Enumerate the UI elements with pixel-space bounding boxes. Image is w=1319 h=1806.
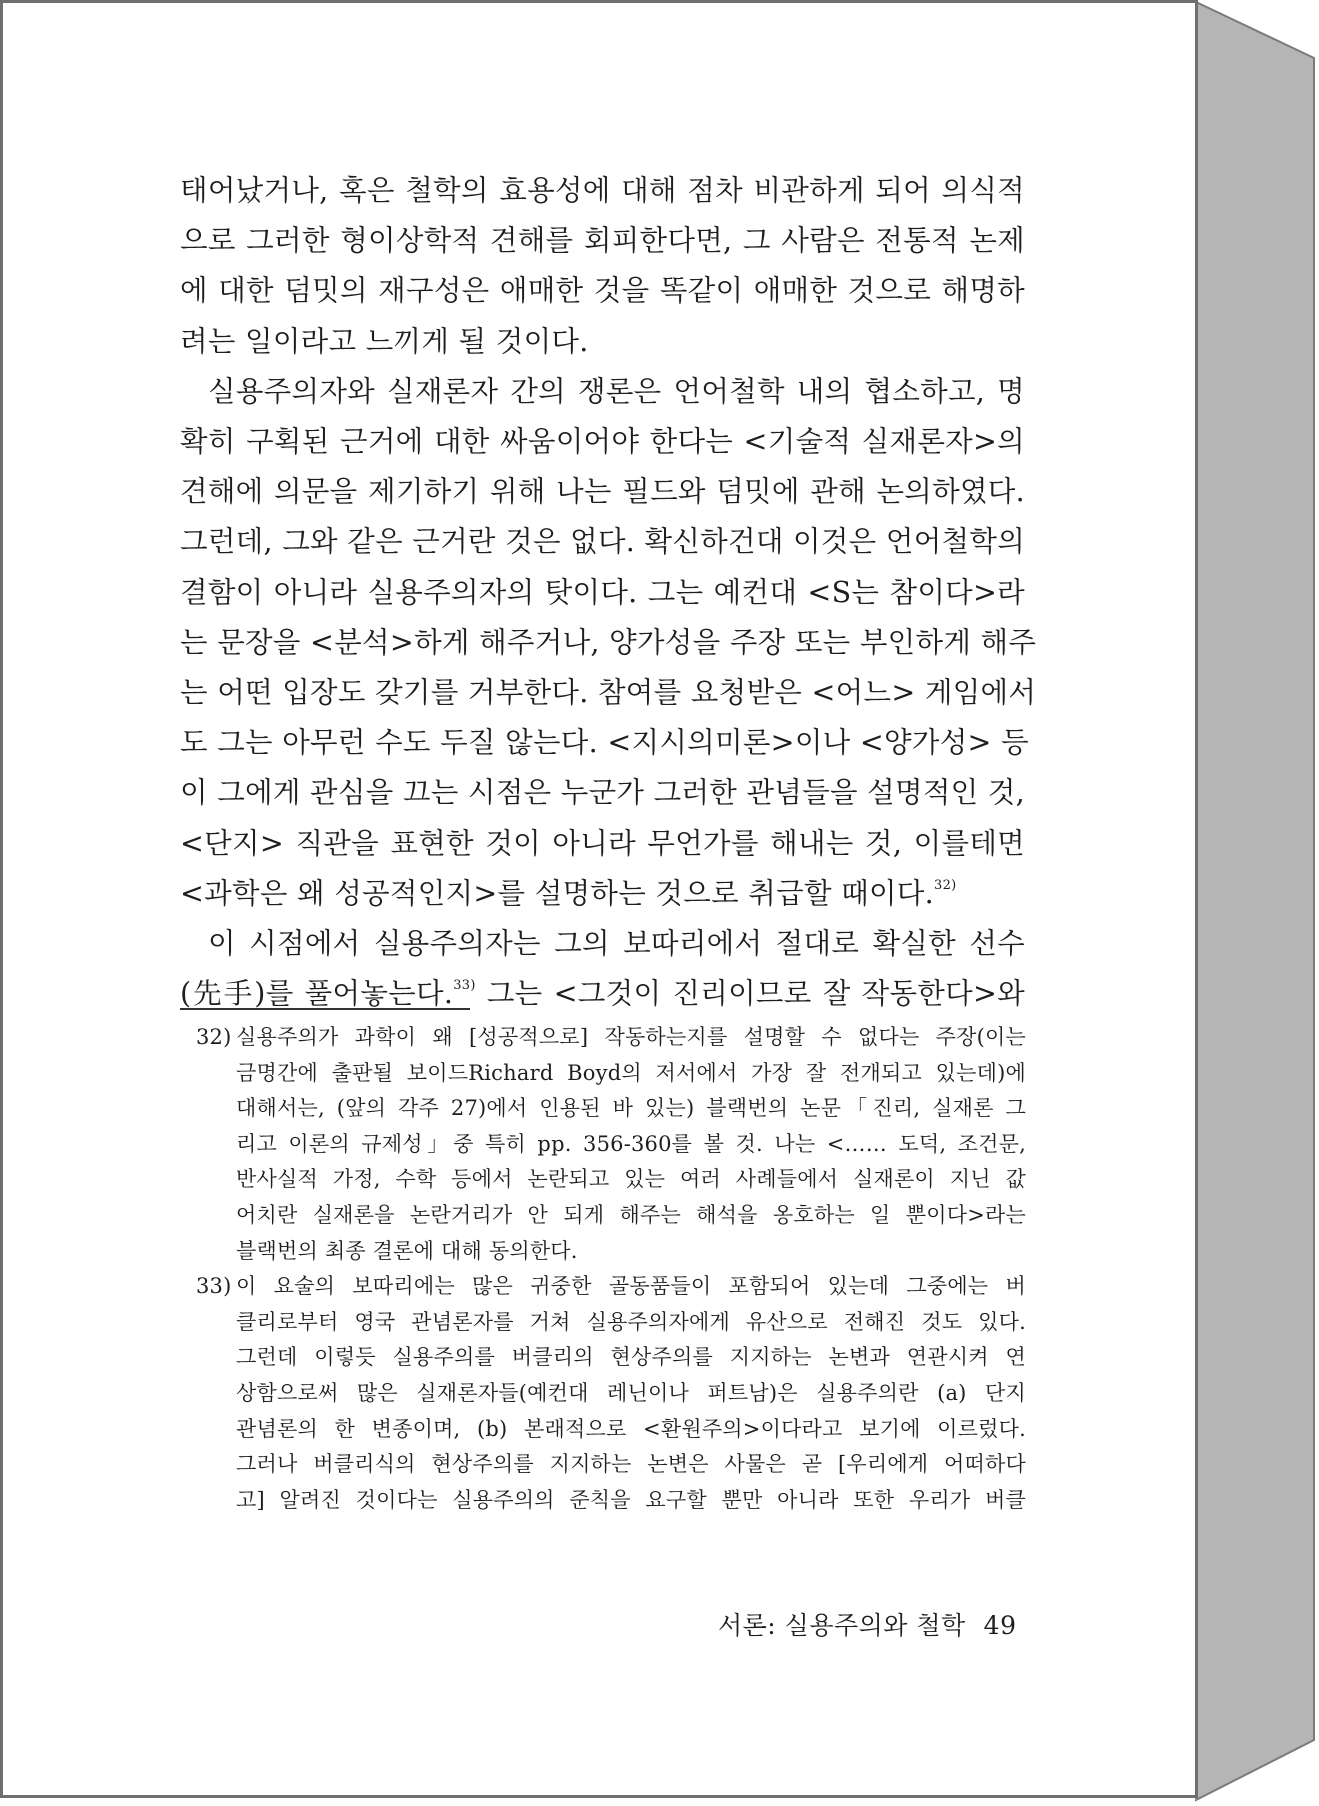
footnote-line: 상함으로써 많은 실재론자들(예컨대 레닌이나 퍼트남)은 실용주의란 (a) 단지 xyxy=(236,1380,1026,1405)
text-segment: <과학은 왜 성공적인지>를 설명하는 것으로 취급할 때이다. xyxy=(180,876,934,910)
text-line: <단지> 직관을 표현한 것이 아니라 무언가를 해내는 것, 이를테면 xyxy=(180,826,1025,860)
footnote-32 xyxy=(196,1020,1026,1269)
footnote-line: 그러나 버클리식의 현상주의를 지지하는 논변은 사물은 곧 [우리에게 어떠하다 xyxy=(236,1452,1026,1477)
footnotes xyxy=(196,1020,1026,1518)
footnote-number: 32) xyxy=(196,1025,232,1049)
running-footer xyxy=(718,1606,1016,1642)
text-line: 태어났거나, 혹은 철학의 효용성에 대해 점차 비관하게 되어 의식적 xyxy=(180,174,1025,207)
text-line: 도 그는 아무런 수도 두질 않는다. <지시의미론>이나 <양가성> 등 xyxy=(180,726,1029,760)
footnote-number: 33) xyxy=(196,1274,232,1299)
footnote-ref-32[interactable]: 32) xyxy=(934,877,957,893)
text-line: 에 대한 덤밋의 재구성은 애매한 것을 똑같이 애매한 것으로 해명하 xyxy=(180,274,1025,308)
text-line: 견해에 의문을 제기하기 위해 나는 필드와 덤밋에 관해 논의하였다. xyxy=(180,475,1025,509)
text-line xyxy=(180,969,1025,1019)
text-line: 려는 일이라고 느끼게 될 것이다. xyxy=(180,324,589,358)
footnote-line: 반사실적 가정, 수학 등에서 논란되고 있는 여러 사례들에서 실재론이 지닌 값 xyxy=(236,1167,1026,1192)
footnote-line: 리고 이론의 규제성」중 특히 pp. 356-360를 볼 것. 나는 <…… 도덕, 조건문, xyxy=(236,1131,1026,1156)
text-line: 결함이 아니라 실용주의자의 탓이다. 그는 예컨대 <S는 참이다>라 xyxy=(180,575,1025,609)
page-number: 49 xyxy=(983,1611,1017,1640)
text-line: 는 문장을 <분석>하게 해주거나, 양가성을 주장 또는 부인하게 해주 xyxy=(180,625,1037,659)
text-line xyxy=(180,869,1025,919)
footnote-line: 관념론의 한 변종이며, (b) 본래적으로 <환원주의>이다라고 보기에 이르렀다. xyxy=(236,1416,1026,1441)
text-line: 는 어떤 입장도 갖기를 거부한다. 참여를 요청받은 <어느> 게임에서 xyxy=(180,676,1037,710)
paragraph-2 xyxy=(180,367,1037,919)
text-line: 그런데, 그와 같은 근거란 것은 없다. 확신하건대 이것은 언어철학의 xyxy=(180,525,1026,559)
text-segment: 그는 <그것이 진리이므로 잘 작동한다>와 xyxy=(475,977,1025,1011)
footnote-line: 클리로부터 영국 관념론자를 거쳐 실용주의자에게 유산으로 전해진 것도 있다. xyxy=(236,1309,1026,1334)
text-line: 이 시점에서 실용주의자는 그의 보따리에서 절대로 확실한 선수 xyxy=(208,927,1025,961)
paragraph-3 xyxy=(180,919,1025,1019)
text-segment: (先手)를 풀어놓는다. xyxy=(180,977,454,1011)
footnote-line: 금명간에 출판될 보이드Richard Boyd의 저서에서 가장 잘 전개되고 있는데)에 xyxy=(236,1060,1026,1085)
footnote-line: 실용주의가 과학이 왜 [성공적으로] 작동하는지를 설명할 수 없다는 주장(이는 xyxy=(236,1025,1026,1049)
footnote-line: 그런데 이렇듯 실용주의를 버클리의 현상주의를 지지하는 논변과 연관시켜 연 xyxy=(236,1345,1026,1370)
footnote-line: 이 요술의 보따리에는 많은 귀중한 골동품들이 포함되어 있는데 그중에는 버 xyxy=(236,1274,1026,1299)
paragraph-1 xyxy=(180,166,1025,367)
footnote-divider xyxy=(180,1008,470,1010)
text-line: 실용주의자와 실재론자 간의 쟁론은 언어철학 내의 협소하고, 명 xyxy=(208,374,1025,408)
text-line: 확히 구획된 근거에 대한 싸움이어야 한다는 <기술적 실재론자>의 xyxy=(180,425,1025,459)
text-line: 으로 그러한 형이상학적 견해를 회피한다면, 그 사람은 전통적 논제 xyxy=(180,224,1025,258)
running-title: 서론: 실용주의와 철학 xyxy=(718,1611,966,1640)
footnote-line: 블랙번의 최종 결론에 대해 동의한다. xyxy=(236,1238,578,1263)
footnote-ref-33[interactable]: 33) xyxy=(453,978,476,994)
text-line: 이 그에게 관심을 끄는 시점은 누군가 그러한 관념들을 설명적인 것, xyxy=(180,776,1026,810)
footnote-33 xyxy=(196,1269,1026,1518)
footnote-line: 고] 알려진 것이다는 실용주의의 준칙을 요구할 뿐만 아니라 또한 우리가 버클 xyxy=(236,1487,1026,1512)
footnote-line: 어치란 실재론을 논란거리가 안 되게 해주는 해석을 옹호하는 일 뿐이다>라는 xyxy=(236,1202,1026,1227)
main-text xyxy=(180,166,1037,1019)
footnote-line: 대해서는, (앞의 각주 27)에서 인용된 바 있는) 블랙번의 논문「진리, 실재론 그 xyxy=(236,1096,1026,1121)
